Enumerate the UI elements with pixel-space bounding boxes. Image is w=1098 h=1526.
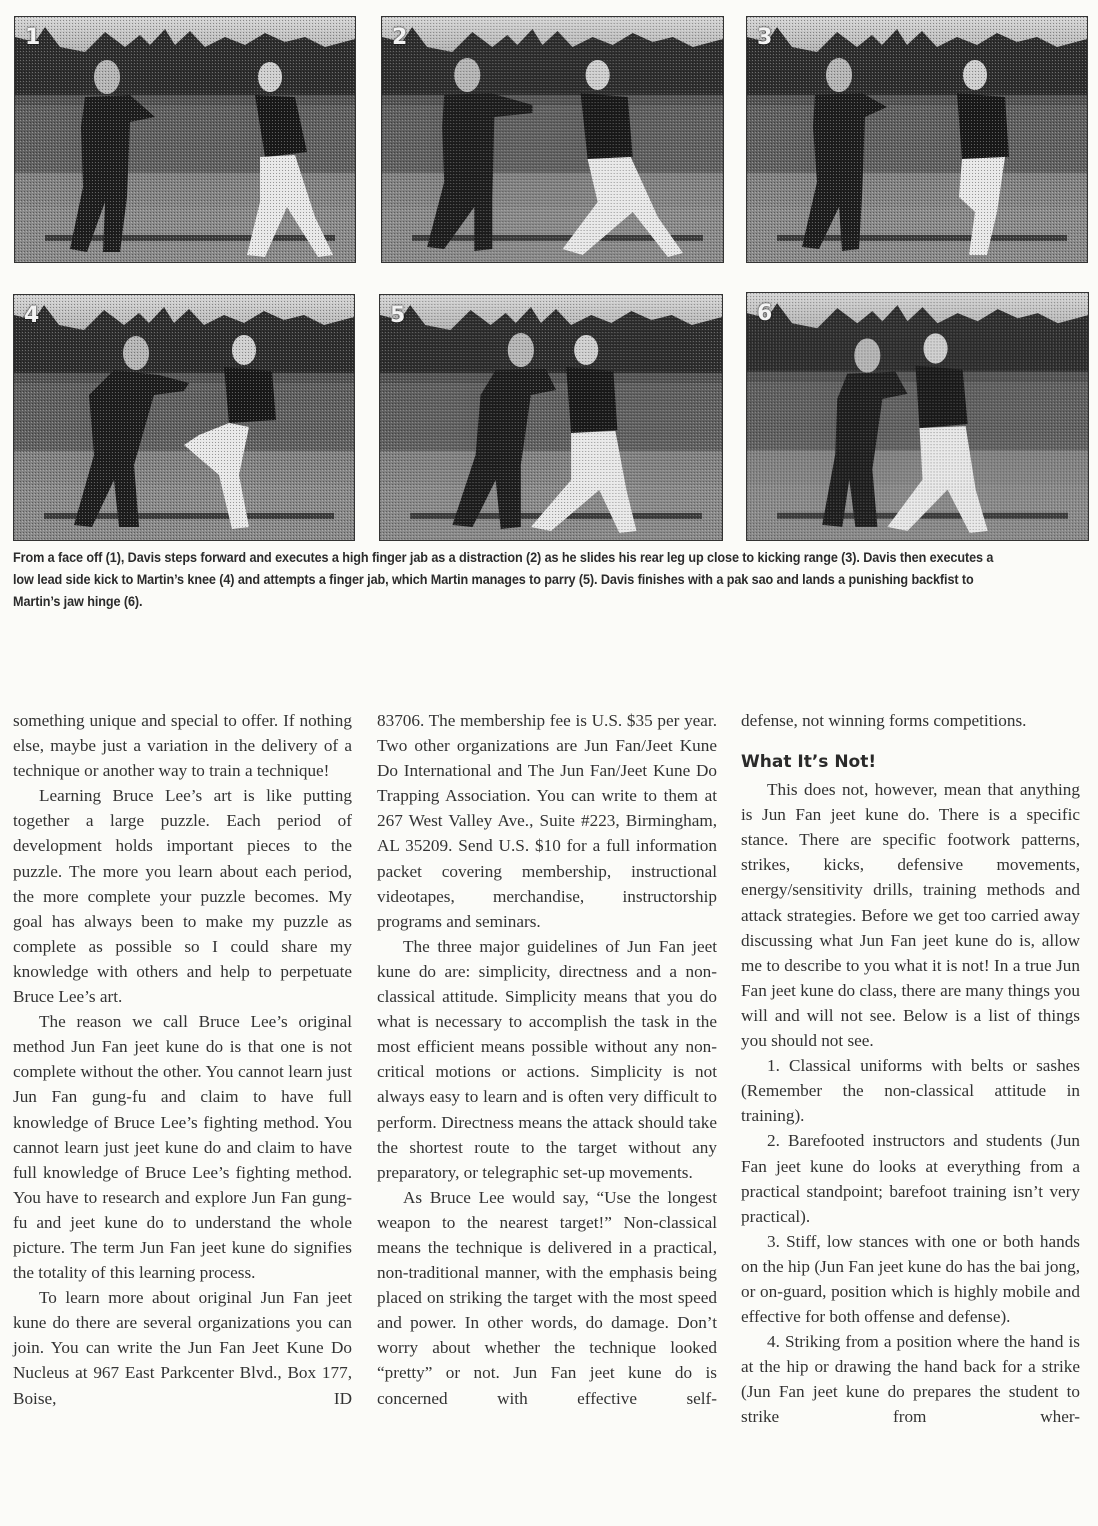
list-item: 3. Stiff, low stances with one or both hands on the hip (Jun Fan jeet kune do has the bai jong, or on-guard, position which is highly mobile and effective for both offense and defense). bbox=[741, 1231, 1080, 1327]
photo-panel-5 bbox=[379, 294, 723, 541]
paragraph: 83706. The membership fee is U.S. $35 per year. Two other organizations are Jun Fan/Jeet Kune Do International and The Jun Fan/Jeet Kune Do Trapping Association. You can write to them at 267 West Valley Ave., Suite #223, Birmingham, AL 35209. Send U.S. $10 for a full information packet covering membership, instructional videotapes, merchandise, instructorship programs and seminars. bbox=[377, 711, 717, 931]
photo-panel-6 bbox=[746, 292, 1089, 541]
paragraph: defense, not winning forms competitions. bbox=[741, 711, 1027, 730]
parry-photo bbox=[380, 295, 722, 540]
slide-in-photo bbox=[747, 17, 1087, 262]
photo-number: 5 bbox=[390, 303, 406, 328]
section-heading: What It’s Not! bbox=[741, 752, 877, 773]
photo-number: 6 bbox=[757, 301, 773, 326]
paragraph: This does not, however, mean that anything is Jun Fan jeet kune do. There is a specific stance. There are specific footwork patterns, strikes, kicks, defensive movements, energy/sensitivity drills, training methods and attack strategies. Before we get too carried away discussing what Jun Fan jeet kune do is, allow me to describe to you what it is not! In a true Jun Fan jeet kune do class, there are many things you will and will not see. Below is a list of things you should not see. bbox=[741, 780, 1080, 1051]
photo-number: 2 bbox=[392, 25, 408, 50]
photo-panel-2 bbox=[381, 16, 724, 263]
paragraph: something unique and special to offer. If nothing else, maybe just a variation in the delivery of a technique or another way to train a technique! bbox=[13, 711, 352, 781]
paragraph: The reason we call Bruce Lee’s original method Jun Fan jeet kune do is that one is not complete without the other. You cannot learn just Jun Fan gung-fu and claim to have full knowledge of Bruce Lee’s fighting method. You cannot learn just jeet kune do and claim to have full knowledge of Bruce Lee’s fighting method. You have to research and explore Jun Fan gung-fu and jeet kune do to understand the whole picture. The term Jun Fan jeet kune do signifies the totality of this learning process. bbox=[13, 1012, 352, 1283]
backfist-photo bbox=[747, 293, 1088, 540]
article-column-1 bbox=[13, 708, 352, 1411]
photo-panel-4 bbox=[13, 294, 355, 541]
article-column-2 bbox=[377, 708, 717, 1411]
list-item: 2. Barefooted instructors and students (Jun Fan jeet kune do looks at everything from a practical standpoint; barefoot training isn’t very practical). bbox=[741, 1131, 1080, 1226]
side-kick-photo bbox=[14, 295, 354, 540]
photo-caption: From a face off (1), Davis steps forward and executes a high finger jab as a distraction (2) as he slides his rear leg up close to kicking range (3). Davis then executes a low lead side kick to Martin’s knee (4) and attempts a finger jab, which Martin manages to parry (5). Davis finishes with a pak sao and lands a punishing backfist to Martin’s jaw hinge (6). bbox=[13, 550, 994, 609]
face-off-photo bbox=[15, 17, 355, 262]
finger-jab-photo bbox=[382, 17, 723, 262]
photo-number: 3 bbox=[757, 25, 773, 50]
photo-number: 4 bbox=[24, 303, 40, 328]
paragraph: The three major guidelines of Jun Fan jeet kune do are: simplicity, directness and a non-classical attitude. Simplicity means that you do what is necessary to accomplish the task in the most efficient means possible without any non-critical motions or actions. Simplicity is not always easy to learn and is often very difficult to perform. Directness means the attack should take the shortest route to the target without any preparatory, or telegraphic set-up movements. bbox=[377, 936, 717, 1182]
paragraph: As Bruce Lee would say, “Use the longest weapon to the nearest target!” Non-classical means the technique is delivered in a practical, non-traditional manner, with the emphasis being placed on striking the target with the most speed and power. In other words, do damage. Don’t worry about whether the technique looked “pretty” or not. Jun Fan jeet kune do is concerned with effective self- bbox=[377, 1187, 717, 1408]
photo-number: 1 bbox=[25, 25, 41, 50]
photo-panel-1 bbox=[14, 16, 356, 263]
photo-panel-3 bbox=[746, 16, 1088, 263]
paragraph: Learning Bruce Lee’s art is like putting together a large puzzle. Each period of development holds important pieces to the puzzle. The more you learn about each period, the more complete your puzzle becomes. My goal has always been to make my puzzle as complete as possible so I could share my knowledge with others and help to perpetuate Bruce Lee’s art. bbox=[13, 786, 352, 1007]
paragraph: To learn more about original Jun Fan jeet kune do there are several organizations you can join. You can write the Jun Fan Jeet Kune Do Nucleus at 967 East Parkcenter Blvd., Box 177, Boise, ID bbox=[13, 1288, 352, 1408]
list-item: 4. Striking from a position where the hand is at the hip or drawing the hand back for a strike (Jun Fan jeet kune do prepares the student to strike from wher- bbox=[741, 1332, 1080, 1427]
article-column-3 bbox=[741, 708, 1080, 1430]
list-item: 1. Classical uniforms with belts or sashes (Remember the non-classical attitude in training). bbox=[741, 1056, 1080, 1126]
